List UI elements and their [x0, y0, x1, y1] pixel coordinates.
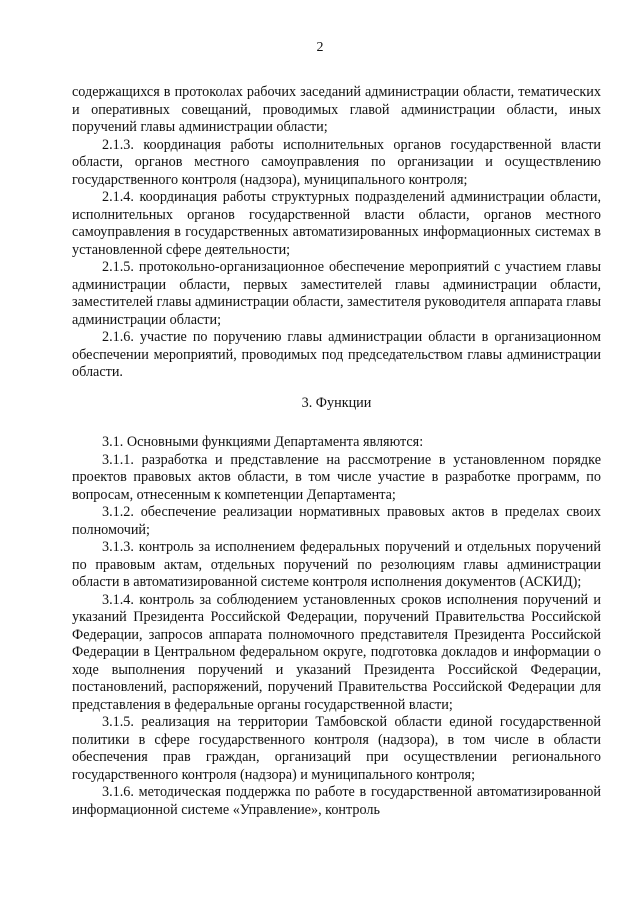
paragraph-3-1-6: 3.1.6. методическая поддержка по работе в государственной автоматизированной информационной системе «Управление», контроль	[72, 784, 601, 818]
paragraph-3-1-2: 3.1.2. обеспечение реализации нормативных правовых актов в пределах своих полномочий;	[72, 504, 601, 538]
paragraph-2-1-6: 2.1.6. участие по поручению главы администрации области в организационном обеспечении мероприятий, проводимых под председательством главы администрации области.	[72, 329, 601, 380]
paragraph-3-1-5: 3.1.5. реализация на территории Тамбовской области единой государственной политики в сфере государственного контроля (надзора), в том числе в области обеспечения прав граждан, организаций при осуществлении регионального государственного контроля (надзора) и муниципального контроля;	[72, 714, 601, 783]
paragraph-2-1-4: 2.1.4. координация работы структурных подразделений администрации области, исполнительных органов государственной власти области, органов местного самоуправления в государственных автоматизированных информационных системах в установленной сфере деятельности;	[72, 189, 601, 258]
paragraph-3-1-1: 3.1.1. разработка и представление на рассмотрение в установленном порядке проектов правовых актов области, в том числе участие в разработке программ, по вопросам, отнесенным к компетенции Департамента;	[72, 451, 601, 503]
document-body	[72, 84, 601, 819]
page-number: 2	[316, 40, 324, 55]
spacer	[72, 425, 601, 434]
paragraph-3-1-4: 3.1.4. контроль за соблюдением установленных сроков исполнения поручений и указаний Президента Российской Федерации, поручений Правительства Российской Федерации, запросов аппарата полномочного представителя Президента Российской Федерации в Центральном федеральном округе, подготовка докладов и информации о ходе выполнения поручений и указаний Президента Российской Федерации, постановлений, распоряжений, поручений Правительства Российской Федерации для представления в федеральные органы государственной власти;	[72, 591, 601, 713]
paragraph-continued: содержащихся в протоколах рабочих заседаний администрации области, тематических и оперативных совещаний, проводимых главой администрации области, иных поручений главы администрации области;	[72, 84, 601, 135]
paragraph-3-1: 3.1. Основными функциями Департамента являются:	[102, 434, 424, 450]
paragraph-2-1-3: 2.1.3. координация работы исполнительных органов государственной власти области, органов местного самоуправления по организации и осуществлению государственного контроля (надзора), муниципального контроля;	[72, 136, 601, 188]
paragraph-2-1-5: 2.1.5. протокольно-организационное обеспечение мероприятий с участием главы администрации области, первых заместителей главы администрации области, заместителей главы администрации области, заместителя руководителя аппарата главы администрации области;	[72, 259, 601, 328]
paragraph-3-1-3: 3.1.3. контроль за исполнением федеральных поручений и отдельных поручений по правовым актам, отдельных поручений по резолюциям главы администрации области в автоматизированной системе контроля исполнения документов (АСКИД);	[72, 539, 601, 590]
section-heading-functions: 3. Функции	[301, 394, 372, 411]
